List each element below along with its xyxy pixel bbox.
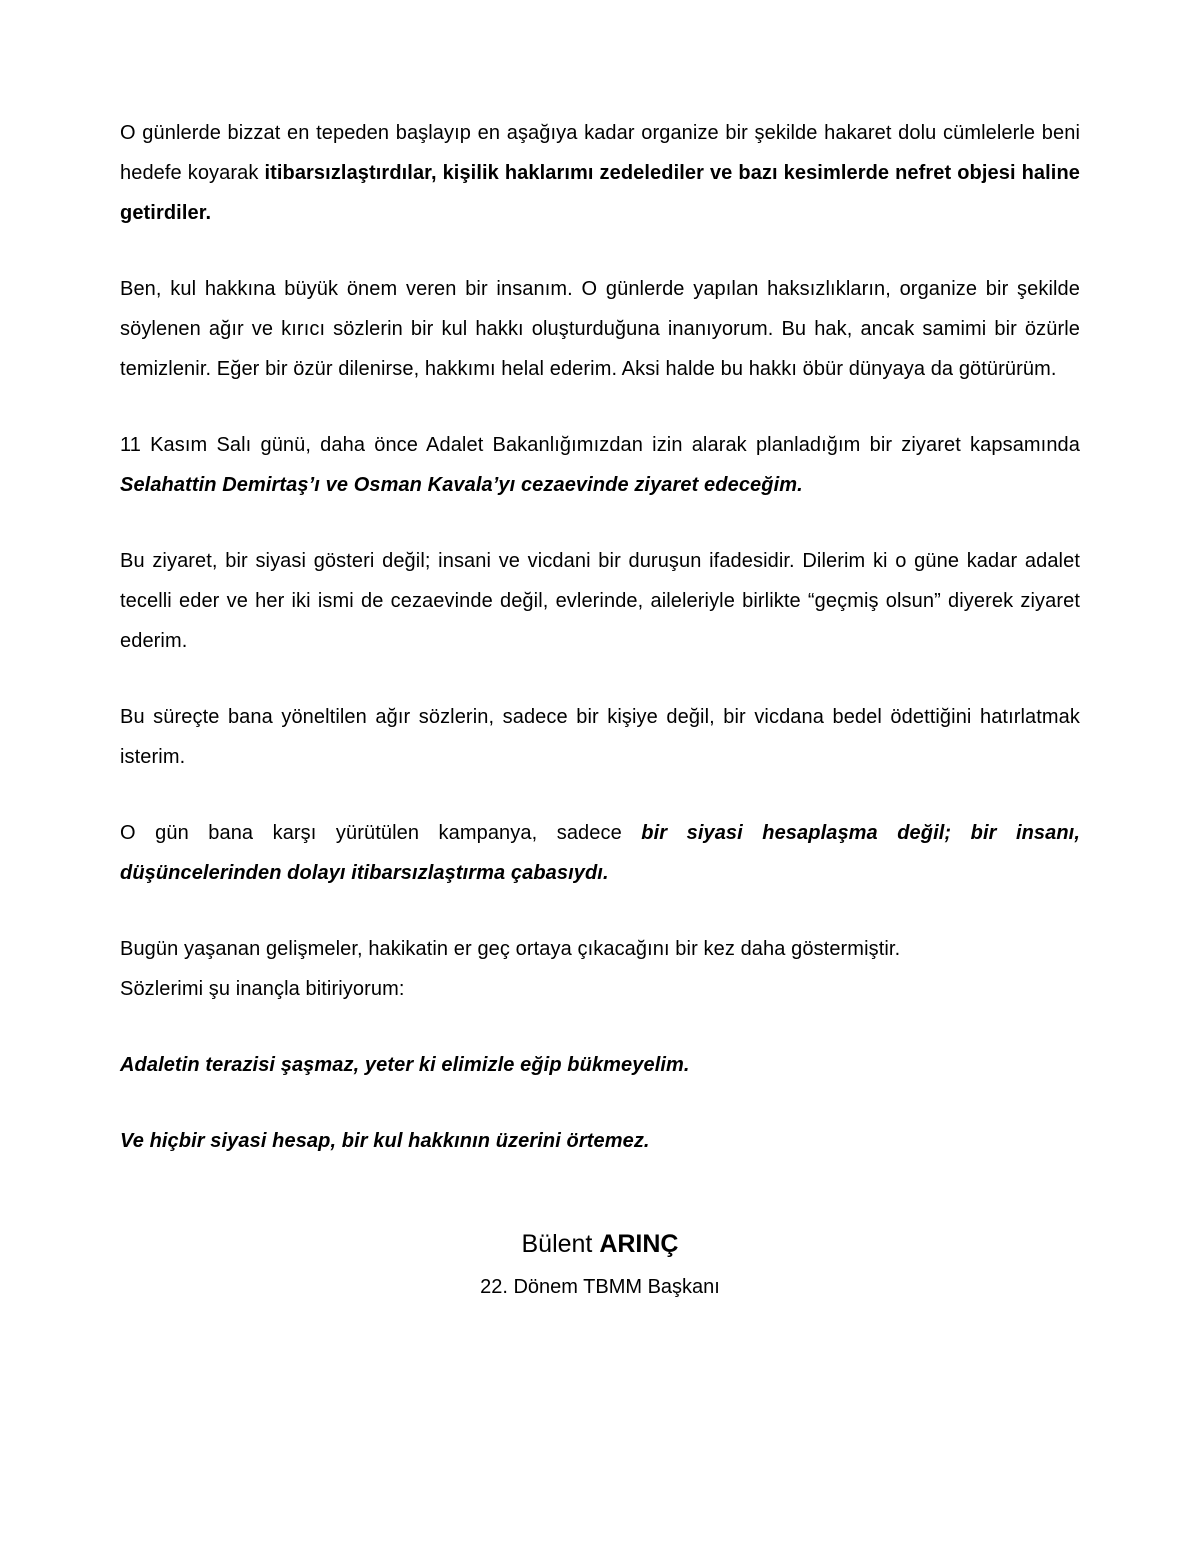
signature-last-name: ARINÇ [599, 1230, 679, 1258]
paragraph-9-bold-italic-text: Ve hiçbir siyasi hesap, bir kul hakkının üzerini örtemez. [120, 1130, 650, 1152]
paragraph-4-text: Bu ziyaret, bir siyasi gösteri değil; insani ve vicdani bir duruşun ifadesidir. Dilerim ki o güne kadar adalet tecelli eder ve her iki ismi de cezaevinde değil, evlerinde, aileleriyle birlikte “geçmiş olsun” diyerek ziyaret ederim. [120, 550, 1080, 652]
paragraph-6 [120, 813, 1080, 893]
paragraph-6-text: O gün bana karşı yürütülen kampanya, sadece [120, 822, 642, 844]
paragraph-8-bold-italic-text: Adaletin terazisi şaşmaz, yeter ki elimizle eğip bükmeyelim. [120, 1054, 690, 1076]
paragraph-5-text: Bu süreçte bana yöneltilen ağır sözlerin, sadece bir kişiye değil, bir vicdana bedel ödettiğini hatırlatmak isterim. [120, 706, 1080, 768]
paragraph-8 [120, 1045, 1080, 1085]
signature-title: 22. Dönem TBMM Başkanı [480, 1276, 720, 1298]
paragraph-3-text: 11 Kasım Salı günü, daha önce Adalet Bakanlığımızdan izin alarak planladığım bir ziyaret kapsamında [120, 434, 1080, 456]
paragraph-2-text: Ben, kul hakkına büyük önem veren bir insanım. O günlerde yapılan haksızlıkların, organize bir şekilde söylenen ağır ve kırıcı sözlerin bir kul hakkı oluşturduğuna inanıyorum. Bu hak, ancak samimi bir özürle temizlenir. Eğer bir özür dilenirse, hakkımı helal ederim. Aksi halde bu hakkı öbür dünyaya da götürürüm. [120, 278, 1080, 380]
paragraph-1-bold-text: itibarsızlaştırdılar, kişilik haklarımı zedelediler ve bazı kesimlerde nefret objesi haline getirdiler. [120, 162, 1080, 224]
signature-name [120, 1221, 1080, 1267]
signature-first-name: Bülent [521, 1230, 600, 1258]
paragraph-1 [120, 113, 1080, 233]
paragraph-7 [120, 929, 1080, 1009]
paragraph-3 [120, 425, 1080, 505]
signature-block [120, 1221, 1080, 1307]
paragraph-6-bold-italic-text: bir siyasi hesaplaşma değil; bir insanı, düşüncelerinden dolayı itibarsızlaştırma çabasıydı. [120, 822, 1080, 884]
paragraph-5 [120, 697, 1080, 777]
paragraph-4 [120, 541, 1080, 661]
paragraph-1-text: O günlerde bizzat en tepeden başlayıp en aşağıya kadar organize bir şekilde hakaret dolu cümlelerle beni hedefe koyarak [120, 122, 1080, 184]
paragraph-3-bold-italic-text: Selahattin Demirtaş’ı ve Osman Kavala’yı cezaevinde ziyaret edeceğim. [120, 474, 803, 496]
paragraph-2 [120, 269, 1080, 389]
paragraph-7-line-2: Sözlerimi şu inançla bitiriyorum: [120, 978, 405, 1000]
paragraph-9 [120, 1121, 1080, 1161]
paragraph-7-line-1: Bugün yaşanan gelişmeler, hakikatin er geç ortaya çıkacağını bir kez daha göstermiştir. [120, 938, 901, 960]
